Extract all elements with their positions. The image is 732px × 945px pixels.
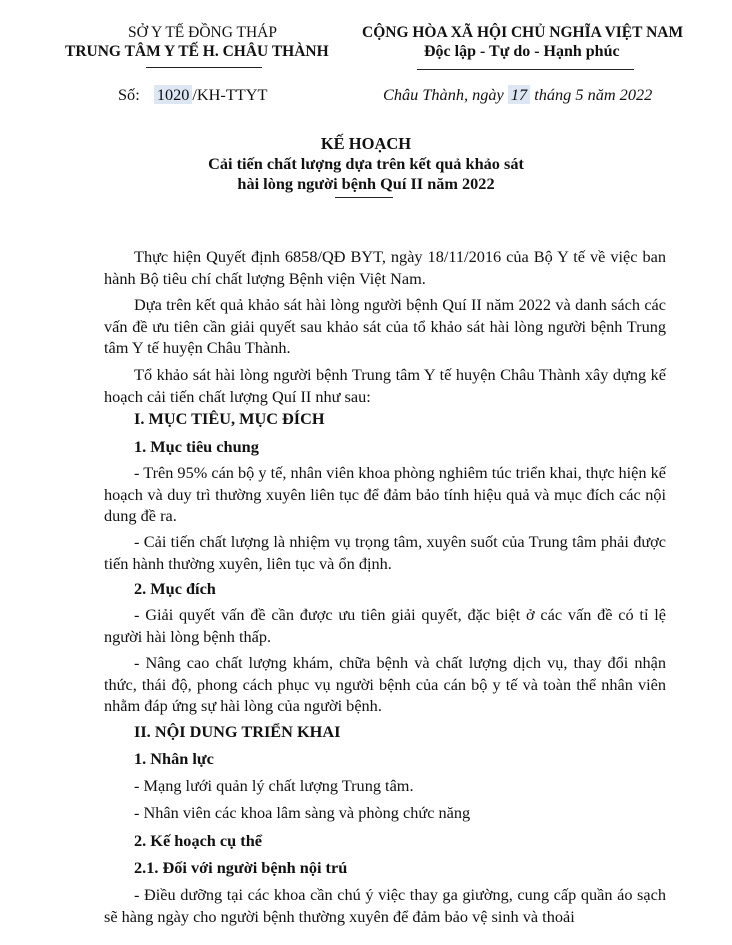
agency-underline bbox=[146, 67, 262, 68]
paragraph-7: - Nâng cao chất lượng khám, chữa bệnh và chất lượng dịch vụ, thay đổi nhận thức, thái độ, phong cách phục vụ người bệnh của cán bộ y tế và toàn thể nhân viên nhằm đáp ứng sự hài lòng của người bệnh. bbox=[104, 653, 666, 715]
section-2-2-heading: 2. Kế hoạch cụ thể bbox=[134, 831, 262, 850]
agency-line1: SỞ Y TẾ ĐỒNG THÁP bbox=[128, 24, 277, 41]
paragraph-6: - Giải quyết vấn đề cần được ưu tiên giải quyết, đặc biệt ở các vấn đề có tỉ lệ người hài lòng bệnh thấp. bbox=[104, 605, 666, 646]
country-underline bbox=[417, 69, 634, 70]
document-number bbox=[118, 85, 267, 105]
section-1-1-heading: 1. Mục tiêu chung bbox=[134, 437, 259, 456]
list-item-2: - Nhân viên các khoa lâm sàng và phòng chức năng bbox=[134, 803, 471, 822]
paragraph-8: - Điều dưỡng tại các khoa cần chú ý việc thay ga giường, cung cấp quần áo sạch sẽ hàng ngày cho người bệnh thường xuyên để đảm bảo vệ sinh và thoải bbox=[104, 885, 666, 926]
paragraph-2: Dựa trên kết quả khảo sát hài lòng người bệnh Quí II năm 2022 và danh sách các vấn đề ưu tiên cần giải quyết sau khảo sát của tổ khảo sát hài lòng người bệnh Trung tâm Y tế huyện Châu Thành. bbox=[104, 295, 666, 357]
number-prefix: Số: bbox=[118, 85, 140, 104]
section-1-heading: I. MỤC TIÊU, MỤC ĐÍCH bbox=[134, 409, 325, 428]
number-suffix: /KH-TTYT bbox=[192, 85, 268, 104]
section-1-2-heading: 2. Mục đích bbox=[134, 579, 216, 598]
date-day: 17 bbox=[508, 85, 530, 104]
paragraph-4: - Trên 95% cán bộ y tế, nhân viên khoa phòng nghiêm túc triển khai, thực hiện kế hoạch và duy trì thường xuyên liên tục để đảm bảo tính hiệu quả và mục đích các nội dung đề ra. bbox=[104, 463, 666, 525]
number-value: 1020 bbox=[154, 85, 193, 104]
section-2-2-1-heading: 2.1. Đối với người bệnh nội trú bbox=[134, 858, 348, 877]
section-2-heading: II. NỘI DUNG TRIỂN KHAI bbox=[134, 722, 341, 741]
date-prefix: Châu Thành, ngày bbox=[383, 85, 504, 104]
agency-line2: TRUNG TÂM Y TẾ H. CHÂU THÀNH bbox=[65, 43, 329, 60]
section-2-1-heading: 1. Nhân lực bbox=[134, 749, 214, 768]
paragraph-1: Thực hiện Quyết định 6858/QĐ BYT, ngày 18/11/2016 của Bộ Y tế về việc ban hành Bộ tiêu chí chất lượng Bệnh viện Việt Nam. bbox=[104, 247, 666, 288]
country-line1: CỘNG HÒA XÃ HỘI CHỦ NGHĨA VIỆT NAM bbox=[362, 24, 684, 41]
title-underline bbox=[335, 197, 393, 198]
paragraph-3: Tổ khảo sát hài lòng người bệnh Trung tâm Y tế huyện Châu Thành xây dựng kế hoạch cải tiến chất lượng Quí II như sau: bbox=[104, 365, 666, 406]
list-item-1: - Mạng lưới quản lý chất lượng Trung tâm. bbox=[134, 776, 414, 795]
document-subtitle-1: Cải tiến chất lượng dựa trên kết quả khảo sát bbox=[208, 154, 524, 173]
document-title: KẾ HOẠCH bbox=[320, 134, 412, 153]
paragraph-5: - Cải tiến chất lượng là nhiệm vụ trọng tâm, xuyên suốt của Trung tâm phải được tiến hành thường xuyên, liên tục và ổn định. bbox=[104, 532, 666, 573]
document-date bbox=[383, 85, 652, 105]
country-line2: Độc lập - Tự do - Hạnh phúc bbox=[424, 43, 620, 60]
date-suffix: tháng 5 năm 2022 bbox=[534, 85, 653, 104]
document-subtitle-2: hài lòng người bệnh Quí II năm 2022 bbox=[237, 174, 495, 193]
